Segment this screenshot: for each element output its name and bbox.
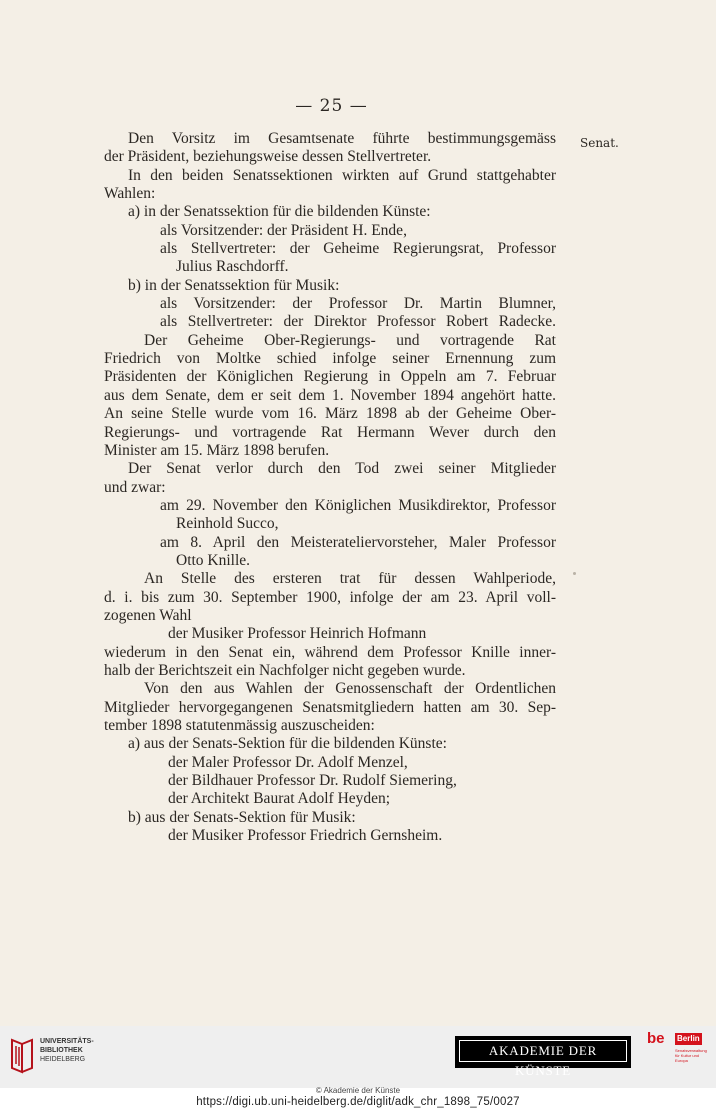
page-speck: [573, 572, 576, 575]
text-line: der Präsident, beziehungsweise dessen Stellvertreter.: [104, 148, 432, 166]
text-line: aus dem Senate, dem er seit dem 1. November 1894 angehört hatte.: [104, 386, 556, 404]
body-text: [104, 130, 556, 845]
berlin-be-mark: be: [647, 1030, 665, 1047]
text-line: Von den aus Wahlen der Genossenschaft der Ordentlichen: [144, 680, 556, 698]
text-line: der Maler Professor Dr. Adolf Menzel,: [168, 753, 408, 771]
text-line: als Vorsitzender: der Professor Dr. Martin Blumner,: [160, 295, 556, 313]
text-line: Mitglieder hervorgegangenen Senatsmitgliedern hatten am 30. Sep-: [104, 698, 556, 716]
text-line: Otto Knille.: [176, 551, 251, 569]
text-line: b) aus der Senats-Sektion für Musik:: [128, 808, 356, 826]
text-line: d. i. bis zum 30. September 1900, infolge der am 23. April voll-: [104, 588, 556, 606]
text-line: Wahlen:: [104, 185, 156, 203]
copyright-text: © Akademie der Künste: [315, 1086, 401, 1095]
text-line: An seine Stelle wurde vom 16. März 1898 ab der Geheime Ober-: [104, 405, 556, 423]
text-line: der Bildhauer Professor Dr. Rudolf Siemering,: [168, 772, 457, 790]
page-number: — 25 —: [295, 96, 368, 116]
text-line: Regierungs- und vortragende Rat Hermann Wever durch den: [104, 423, 556, 441]
text-line: In den beiden Senatssektionen wirkten auf Grund stattgehabter: [128, 166, 556, 184]
library-line: HEIDELBERG: [40, 1056, 86, 1063]
text-line: zogenen Wahl: [104, 606, 192, 624]
text-line: der Architekt Baurat Adolf Heyden;: [168, 790, 391, 808]
text-line: Julius Raschdorff.: [176, 258, 289, 276]
library-name[interactable]: [40, 1037, 94, 1064]
text-line: halb der Berichtszeit ein Nachfolger nicht gegeben wurde.: [104, 661, 466, 679]
text-line: wiederum in den Senat ein, während dem Professor Knille inner-: [104, 643, 556, 661]
text-line: der Musiker Professor Friedrich Gernsheim.: [168, 827, 443, 845]
akademie-label: AKADEMIE DER KÜNSTE: [459, 1040, 627, 1062]
text-line: als Stellvertreter: der Direktor Professor Robert Radecke.: [160, 313, 556, 331]
text-line: Präsidenten der Königlichen Regierung in Oppeln am 7. Februar: [104, 368, 556, 386]
text-line: Der Senat verlor durch den Tod zwei seiner Mitglieder: [128, 460, 556, 478]
library-line: BIBLIOTHEK: [40, 1047, 83, 1054]
berlin-logo[interactable]: [645, 1031, 707, 1071]
berlin-badge: Berlin: [677, 1034, 700, 1043]
text-line: b) in der Senatssektion für Musik:: [128, 276, 340, 294]
text-line: tember 1898 statutenmässig auszuscheiden:: [104, 717, 375, 734]
text-line: Reinhold Succo,: [176, 515, 279, 533]
text-line: am 8. April den Meisterateliervorsteher, Maler Professor: [160, 533, 556, 551]
text-line: Friedrich von Moltke schied infolge seiner Ernennung zum: [104, 350, 556, 368]
margin-note: Senat.: [580, 136, 619, 150]
text-line: Der Geheime Ober-Regierungs- und vortragende Rat: [144, 331, 556, 349]
text-line: am 29. November den Königlichen Musikdirektor, Professor: [160, 496, 556, 514]
text-line: und zwar:: [104, 478, 166, 496]
permalink-url[interactable]: https://digi.ub.uni-heidelberg.de/diglit/adk_chr_1898_75/0027: [196, 1096, 520, 1108]
text-line: der Musiker Professor Heinrich Hofmann: [168, 625, 427, 643]
library-seal-icon[interactable]: [8, 1034, 36, 1074]
text-line: als Stellvertreter: der Geheime Regierungsrat, Professor: [160, 240, 556, 258]
akademie-logo[interactable]: [455, 1036, 631, 1078]
text-line: a) aus der Senats-Sektion für die bildenden Künste:: [128, 735, 447, 753]
text-line: Minister am 15. März 1898 berufen.: [104, 441, 330, 459]
text-line: a) in der Senatssektion für die bildenden Künste:: [128, 203, 431, 221]
library-line: UNIVERSITÄTS-: [40, 1038, 94, 1045]
berlin-subtitle: Senatsverwaltung für Kultur und Europa: [675, 1048, 707, 1063]
text-line: Den Vorsitz im Gesamtsenate führte bestimmungsgemäss: [128, 130, 556, 147]
text-line: An Stelle des ersteren trat für dessen Wahlperiode,: [144, 570, 556, 588]
text-line: als Vorsitzender: der Präsident H. Ende,: [160, 221, 407, 239]
